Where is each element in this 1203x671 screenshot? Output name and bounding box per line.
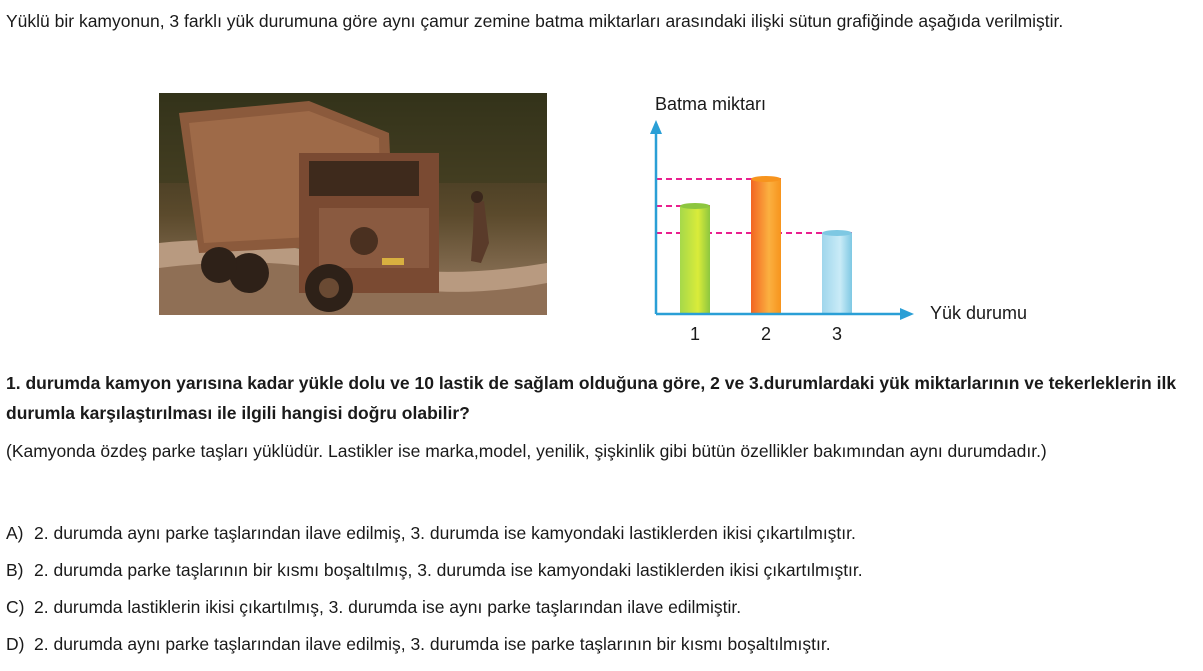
x-tick-label-3: 3 [831,324,843,344]
bar-2 [751,179,781,314]
option-a-text: 2. durumda aynı parke taşlarından ilave edilmiş, 3. durumda ise kamyondaki lastiklerden ikisi çıkartılmıştır. [34,523,856,543]
y-axis-label: Batma miktarı [655,94,767,114]
bar-3 [822,233,852,314]
x-tick-label-2: 2 [760,324,772,344]
x-axis-label: Yük durumu [930,303,1028,323]
option-c[interactable] [6,595,741,619]
bar-chart [600,86,1028,346]
bar-1 [680,206,710,314]
intro-paragraph: Yüklü bir kamyonun, 3 farklı yük durumuna göre aynı çamur zemine batma miktarları arasındaki ilişki sütun grafiğinde aşağıda verilmiştir. [6,11,1064,31]
option-b-text: 2. durumda parke taşlarının bir kısmı boşaltılmış, 3. durumda ise kamyondaki lastiklerden ikisi çıkartılmıştır. [34,560,863,580]
truck-image [159,93,547,315]
question-note: (Kamyonda özdeş parke taşları yüklüdür. Lastikler ise marka,model, yenilik, şişkinlik gibi bütün özellikler bakımından aynı durumdadır.) [6,441,1047,461]
x-axis-arrow-icon [900,308,914,320]
bar-cap-2 [751,176,781,182]
truck-photo [159,93,547,315]
option-b-letter: B) [6,560,24,580]
bars-group [680,176,852,314]
option-c-letter: C) [6,597,25,617]
x-tick-label-1: 1 [689,324,701,344]
y-axis-arrow-icon [650,120,662,134]
option-a[interactable] [6,521,856,545]
option-b[interactable] [6,558,863,582]
option-d-letter: D) [6,634,25,654]
option-d[interactable] [6,632,831,656]
bar-cap-3 [822,230,852,236]
option-d-text: 2. durumda aynı parke taşlarından ilave edilmiş, 3. durumda ise parke taşlarının bir kısmı boşaltılmıştır. [34,634,831,654]
option-a-letter: A) [6,523,24,543]
option-c-text: 2. durumda lastiklerin ikisi çıkartılmış, 3. durumda ise aynı parke taşlarından ilave edilmiştir. [34,597,742,617]
question-text: 1. durumda kamyon yarısına kadar yükle dolu ve 10 lastik de sağlam olduğuna göre, 2 ve 3.durumlardaki yük miktarlarının ve tekerleklerin ilk durumla karşılaştırılması ile ilgili hangisi doğru olabilir? [6,373,1177,423]
x-tick-labels [690,324,842,344]
bar-cap-1 [680,203,710,209]
